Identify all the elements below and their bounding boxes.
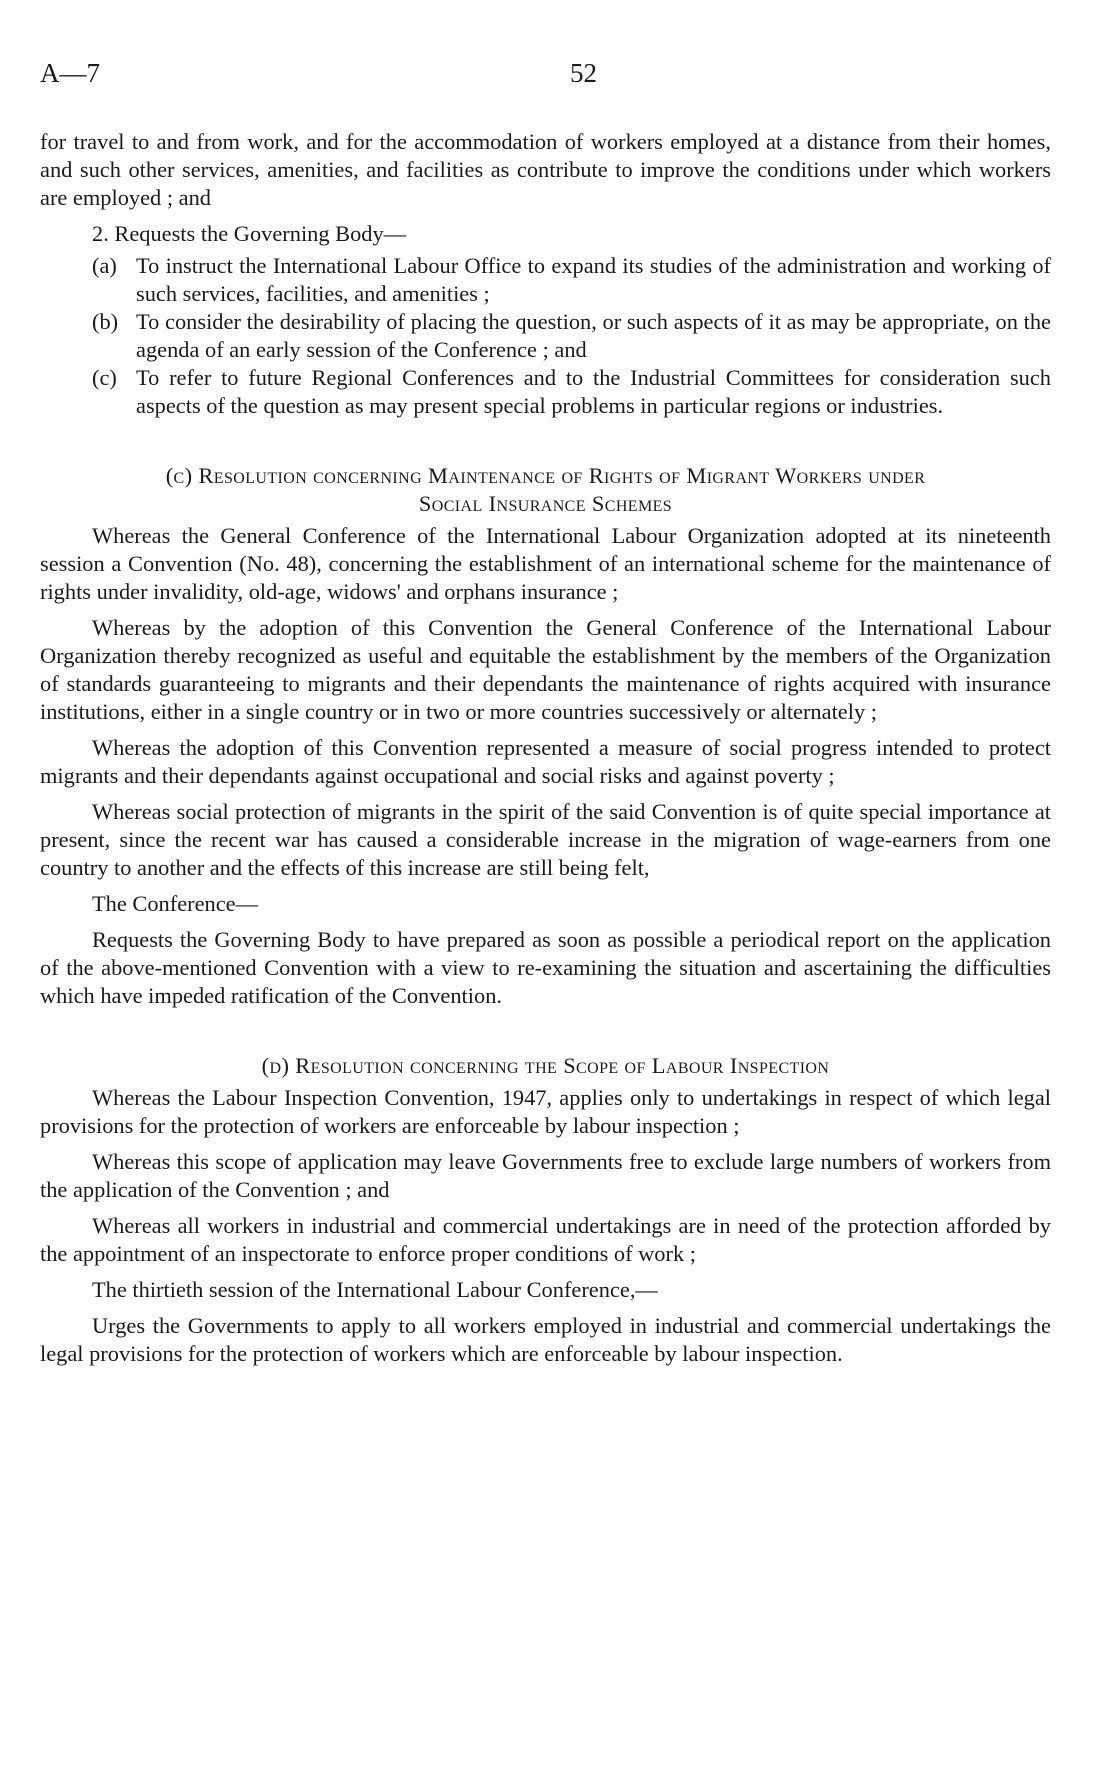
request-item-marker: (a) — [92, 253, 117, 278]
section-d-urges-paragraph: Urges the Governments to apply to all workers employed in industrial and commercial undertakings the legal provisions for the protection of workers which are enforceable by labour inspection. — [40, 1313, 1051, 1366]
section-c-heading — [40, 462, 1051, 518]
section-d-heading — [40, 1052, 1051, 1080]
section-d-conference-line: The thirtieth session of the International Labour Conference,— — [92, 1277, 658, 1302]
request-item-text: To instruct the International Labour Office to expand its studies of the administration and working of such services, facilities, and amenities ; — [136, 253, 1051, 306]
section-c-paragraph: Whereas the adoption of this Convention represented a measure of social progress intended to protect migrants and their dependants against occupational and social risks and against poverty ; — [40, 735, 1051, 788]
section-c-request-paragraph: Requests the Governing Body to have prepared as soon as possible a periodical report on the application of the above-mentioned Convention with a view to re-examining the situation and ascertaining the difficulties which have impeded ratification of the Convention. — [40, 927, 1051, 1008]
section-c-conference-line: The Conference— — [92, 891, 258, 916]
section-d-heading-text: (d) Resolution concerning the Scope of Labour Inspection — [261, 1053, 830, 1078]
document-code: A—7 — [40, 58, 100, 88]
requests-governing-body-label: 2. Requests the Governing Body— — [92, 221, 407, 246]
section-d-paragraph: Whereas all workers in industrial and commercial undertakings are in need of the protection afforded by the appointment of an inspectorate to enforce proper conditions of work ; — [40, 1213, 1051, 1266]
request-item-marker: (c) — [92, 365, 117, 390]
request-item-c — [92, 364, 1051, 420]
opening-paragraph: for travel to and from work, and for the accommodation of workers employed at a distance from their homes, and such other services, amenities, and facilities as contribute to improve the conditions under which workers are employed ; and — [40, 129, 1051, 210]
section-c-heading-line2: Social Insurance Schemes — [418, 491, 673, 516]
section-d-paragraph: Whereas this scope of application may leave Governments free to exclude large numbers of workers from the application of the Convention ; and — [40, 1149, 1051, 1202]
document-body — [40, 128, 1051, 1368]
section-d-paragraph: Whereas the Labour Inspection Convention, 1947, applies only to undertakings in respect of which legal provisions for the protection of workers are enforceable by labour inspection ; — [40, 1085, 1051, 1138]
page-number: 52 — [570, 58, 597, 88]
section-c-heading-line1: (c) Resolution concerning Maintenance of Rights of Migrant Workers under — [165, 463, 926, 488]
section-c-paragraph: Whereas social protection of migrants in the spirit of the said Convention is of quite special importance at present, since the recent war has caused a considerable increase in the migration of wage-earners from one country to another and the effects of this increase are still being felt, — [40, 799, 1051, 880]
request-item-b — [92, 308, 1051, 364]
request-item-text: To consider the desirability of placing the question, or such aspects of it as may be appropriate, on the agenda of an early session of the Conference ; and — [136, 309, 1051, 362]
request-item-marker: (b) — [92, 309, 119, 334]
section-c-paragraph: Whereas by the adoption of this Convention the General Conference of the International Labour Organization thereby recognized as useful and equitable the establishment by the members of the Organization of standards guaranteeing to migrants and their dependants the maintenance of rights acquired with insurance institutions, either in a single country or in two or more countries successively or alternately ; — [40, 615, 1051, 724]
page-header — [40, 58, 1050, 98]
section-c-paragraph: Whereas the General Conference of the International Labour Organization adopted at its nineteenth session a Convention (No. 48), concerning the establishment of an international scheme for the maintenance of rights under invalidity, old-age, widows' and orphans insurance ; — [40, 523, 1051, 604]
request-item-a — [92, 252, 1051, 308]
request-item-text: To refer to future Regional Conferences and to the Industrial Committees for consideration such aspects of the question as may present special problems in particular regions or industries. — [136, 365, 1051, 418]
